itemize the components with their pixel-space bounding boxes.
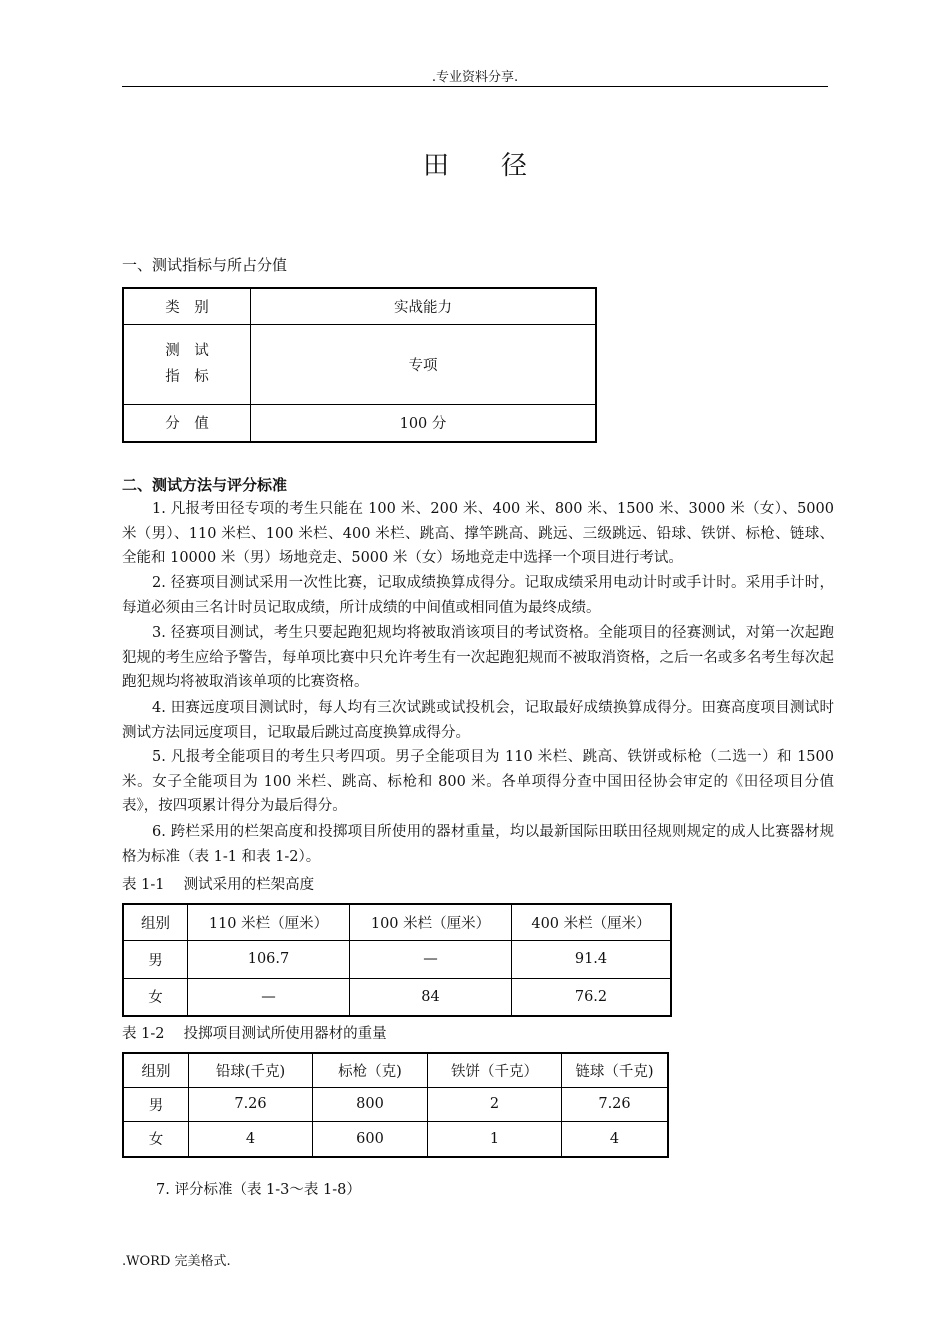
table-cell: 实战能力	[251, 288, 597, 324]
paragraph-text: 3. 径赛项目测试，考生只要起跑犯规均将被取消该项目的考试资格。全能项目的径赛测试，对第一次起跑犯规的考生应给予警告，每单项比赛中只允许考生有一次起跑犯规而不被取消资格，之后一名或多名考生每次起跑犯规均将被取消该单项的比赛资格。	[122, 625, 834, 690]
table-cell: 2	[428, 1087, 562, 1121]
paragraph-4	[122, 696, 834, 745]
section-heading-1: 一、测试指标与所占分值	[122, 256, 288, 274]
section-heading-2: 二、测试方法与评分标准	[122, 476, 288, 494]
header-rule	[122, 86, 828, 87]
table-header-row	[123, 904, 671, 940]
column-header: 400 米栏（厘米）	[512, 904, 672, 940]
column-header: 铅球(千克)	[189, 1053, 313, 1087]
column-header: 标枪（克)	[313, 1053, 428, 1087]
table-cell: 分 值	[123, 404, 251, 442]
paragraph-text: 4. 田赛远度项目测试时，每人均有三次试跳或试投机会，记取最好成绩换算成得分。田赛高度项目测试时测试方法同远度项目，记取最后跳过高度换算成得分。	[122, 700, 834, 741]
paragraph-3	[122, 621, 834, 695]
table-row	[123, 324, 596, 404]
scoring-standard-item: 7. 评分标准（表 1-3～表 1-8）	[156, 1182, 361, 1198]
page-footer: .WORD 完美格式.	[122, 1254, 231, 1269]
table-caption-2: 表 1-2 投掷项目测试所使用器材的重量	[122, 1026, 387, 1042]
table-cell: 7.26	[189, 1087, 313, 1121]
paragraph-1	[122, 497, 834, 571]
table-cell: 女	[123, 1121, 189, 1157]
column-header: 110 米栏（厘米）	[188, 904, 350, 940]
paragraph-text: 1. 凡报考田径专项的考生只能在 100 米、200 米、400 米、800 米、1500 米、3000 米（女）、5000 米（男）、110 米栏、100 米栏、400 米栏、跳高、撑竿跳高、跳远、三级跳远、铅球、铁饼、标枪、链球、全能和 10000 米（男）场地竞走、5000 米（女）场地竞走中选择一个项目进行考试。	[122, 501, 834, 566]
table-cell: 4	[189, 1121, 313, 1157]
cell-line: 指 标	[165, 369, 209, 385]
table-cell: 专项	[251, 324, 597, 404]
paragraph-6	[122, 820, 834, 869]
table-row	[123, 288, 596, 324]
page-title: 田径	[422, 151, 579, 181]
score-table	[122, 287, 597, 443]
table-cell: 4	[562, 1121, 669, 1157]
paragraph-2	[122, 571, 834, 620]
table-row	[123, 978, 671, 1016]
table-row	[123, 404, 596, 442]
equipment-weight-table	[122, 1052, 669, 1158]
table-cell: —	[350, 940, 512, 978]
table-cell: 76.2	[512, 978, 672, 1016]
table-caption-1: 表 1-1 测试采用的栏架高度	[122, 877, 315, 893]
page-header: .专业资料分享.	[431, 70, 519, 85]
cell-line: 测 试	[165, 343, 209, 359]
table-header-row	[123, 1053, 668, 1087]
table-cell: 男	[123, 1087, 189, 1121]
table-cell: 男	[123, 940, 188, 978]
table-row	[123, 1087, 668, 1121]
table-cell: 100 分	[251, 404, 597, 442]
table-cell: 1	[428, 1121, 562, 1157]
table-cell	[123, 324, 251, 404]
column-header: 链球（千克)	[562, 1053, 669, 1087]
hurdle-height-table	[122, 903, 672, 1017]
table-cell: 84	[350, 978, 512, 1016]
paragraph-5	[122, 745, 834, 819]
paragraph-text: 6. 跨栏采用的栏架高度和投掷项目所使用的器材重量，均以最新国际田联田径规则规定的成人比赛器材规格为标准（表 1-1 和表 1-2）。	[122, 824, 834, 865]
table-cell: 800	[313, 1087, 428, 1121]
table-cell: —	[188, 978, 350, 1016]
table-cell: 106.7	[188, 940, 350, 978]
table-cell: 7.26	[562, 1087, 669, 1121]
table-row	[123, 940, 671, 978]
column-header: 100 米栏（厘米）	[350, 904, 512, 940]
paragraph-text: 2. 径赛项目测试采用一次性比赛，记取成绩换算成得分。记取成绩采用电动计时或手计时。采用手计时，每道必须由三名计时员记取成绩，所计成绩的中间值或相同值为最终成绩。	[122, 575, 834, 616]
paragraph-text: 5. 凡报考全能项目的考生只考四项。男子全能项目为 110 米栏、跳高、铁饼或标枪（二选一）和 1500 米。女子全能项目为 100 米栏、跳高、标枪和 800 米。各单项得分查中国田径协会审定的《田径项目分值表》，按四项累计得分为最后得分。	[122, 749, 834, 814]
column-header: 组别	[123, 1053, 189, 1087]
column-header: 组别	[123, 904, 188, 940]
table-row	[123, 1121, 668, 1157]
table-cell: 600	[313, 1121, 428, 1157]
table-cell: 类 别	[123, 288, 251, 324]
table-cell: 女	[123, 978, 188, 1016]
table-cell: 91.4	[512, 940, 672, 978]
column-header: 铁饼（千克）	[428, 1053, 562, 1087]
